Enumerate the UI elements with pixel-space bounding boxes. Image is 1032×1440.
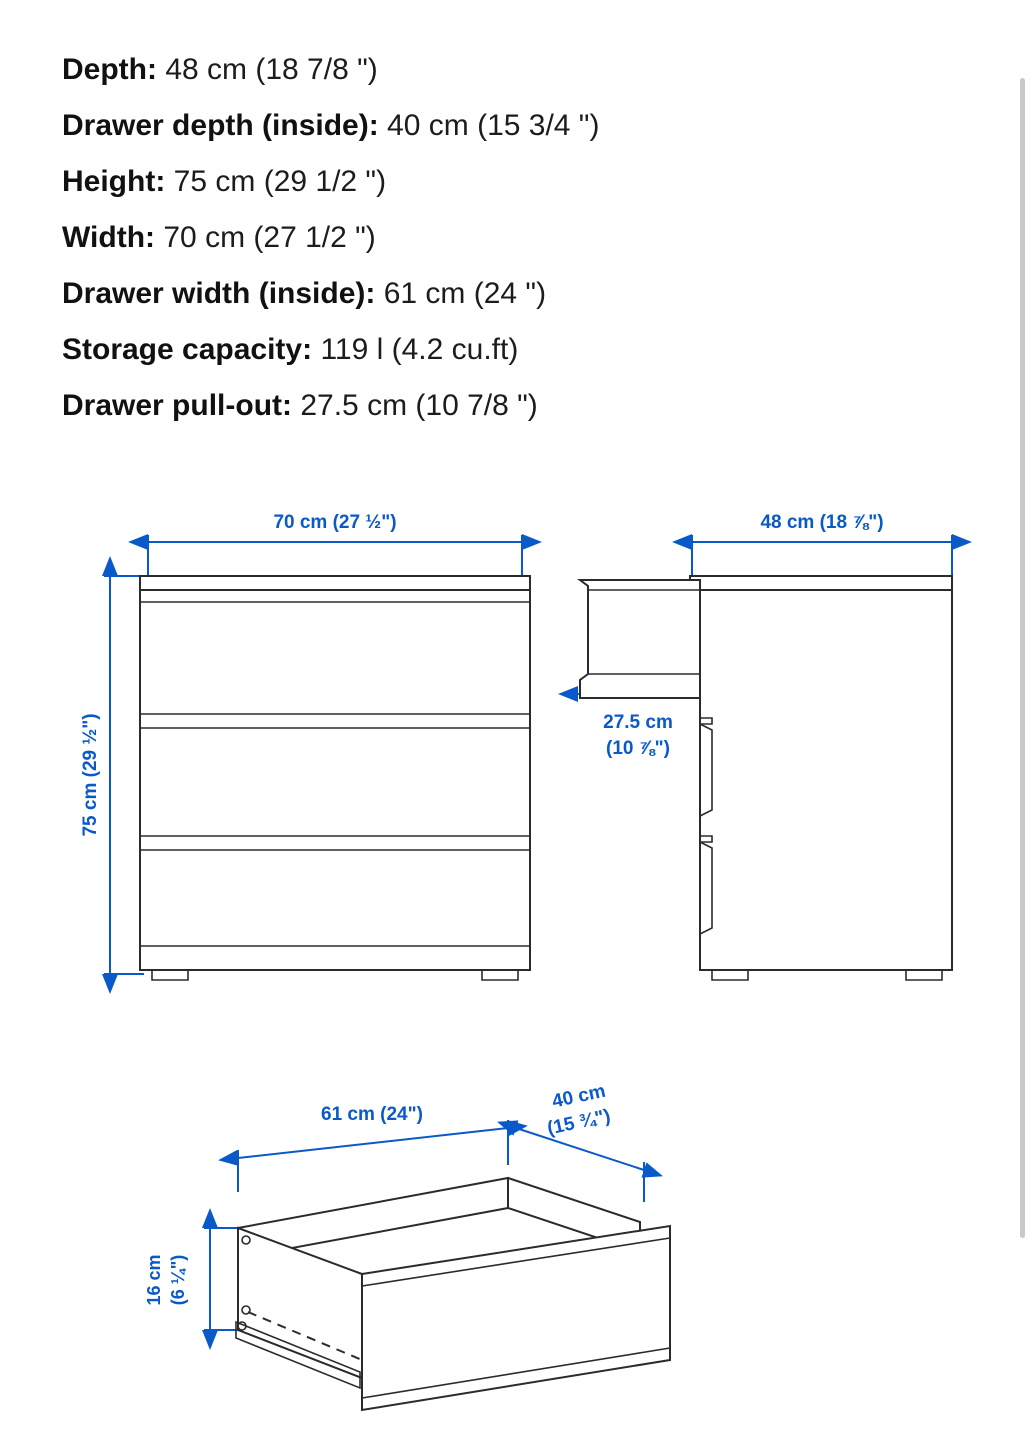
drawer-perspective-diagram — [110, 1030, 910, 1435]
specification-list — [62, 42, 942, 434]
spec-row-drawer-pull-out — [62, 378, 942, 434]
spec-value: 70 cm (27 1/2 ") — [163, 221, 376, 254]
drawer-depth-label-line1: 40 cm — [550, 1080, 608, 1113]
spec-row-drawer-depth-inside — [62, 98, 942, 154]
spec-value: 119 l (4.2 cu.ft) — [320, 333, 519, 366]
spec-label: Height: — [62, 165, 166, 198]
front-height-label: 75 cm (29 ½") — [80, 713, 101, 837]
dresser-side-view — [580, 576, 952, 980]
spec-value: 48 cm (18 7/8 ") — [165, 53, 378, 86]
drawer-height-label-line1: 16 cm — [144, 1254, 164, 1306]
drawer-height-dimension — [144, 1228, 242, 1330]
spec-value: 27.5 cm (10 7/8 ") — [300, 389, 538, 422]
drawer-depth-label-line2: (15 ¾") — [545, 1105, 613, 1140]
spec-row-depth — [62, 42, 942, 98]
drawer-height-label-line2: (6 ¼") — [168, 1254, 188, 1306]
drawer-box — [236, 1178, 670, 1410]
spec-row-height — [62, 154, 942, 210]
front-width-dimension — [148, 512, 522, 578]
spec-value: 61 cm (24 ") — [383, 277, 547, 310]
spec-label: Drawer depth (inside): — [62, 109, 379, 142]
spec-value: 40 cm (15 3/4 ") — [387, 109, 600, 142]
spec-label: Depth: — [62, 53, 157, 86]
spec-label: Storage capacity: — [62, 333, 313, 366]
drawer-width-label: 61 cm (24") — [321, 1104, 423, 1125]
side-pullout-label-line2: (10 ⅞") — [606, 738, 670, 759]
side-pullout-label-line1: 27.5 cm — [603, 712, 673, 733]
dresser-front-and-side-diagram — [60, 480, 980, 1015]
spec-label: Drawer pull-out: — [62, 389, 292, 422]
drawer-width-dimension — [238, 1104, 508, 1192]
front-height-dimension — [80, 576, 144, 974]
spec-label: Drawer width (inside): — [62, 277, 376, 310]
spec-label: Width: — [62, 221, 156, 254]
front-width-label: 70 cm (27 ½") — [273, 512, 397, 533]
spec-row-storage-capacity — [62, 322, 942, 378]
side-depth-dimension — [692, 512, 952, 578]
drawer-depth-dimension — [516, 1081, 644, 1202]
side-depth-label: 48 cm (18 ⅞") — [760, 512, 884, 533]
spec-value: 75 cm (29 1/2 ") — [173, 165, 387, 198]
spec-row-width — [62, 210, 942, 266]
scrollbar-thumb[interactable] — [1020, 78, 1025, 1238]
dresser-front-view — [140, 576, 530, 980]
spec-row-drawer-width-inside — [62, 266, 942, 322]
